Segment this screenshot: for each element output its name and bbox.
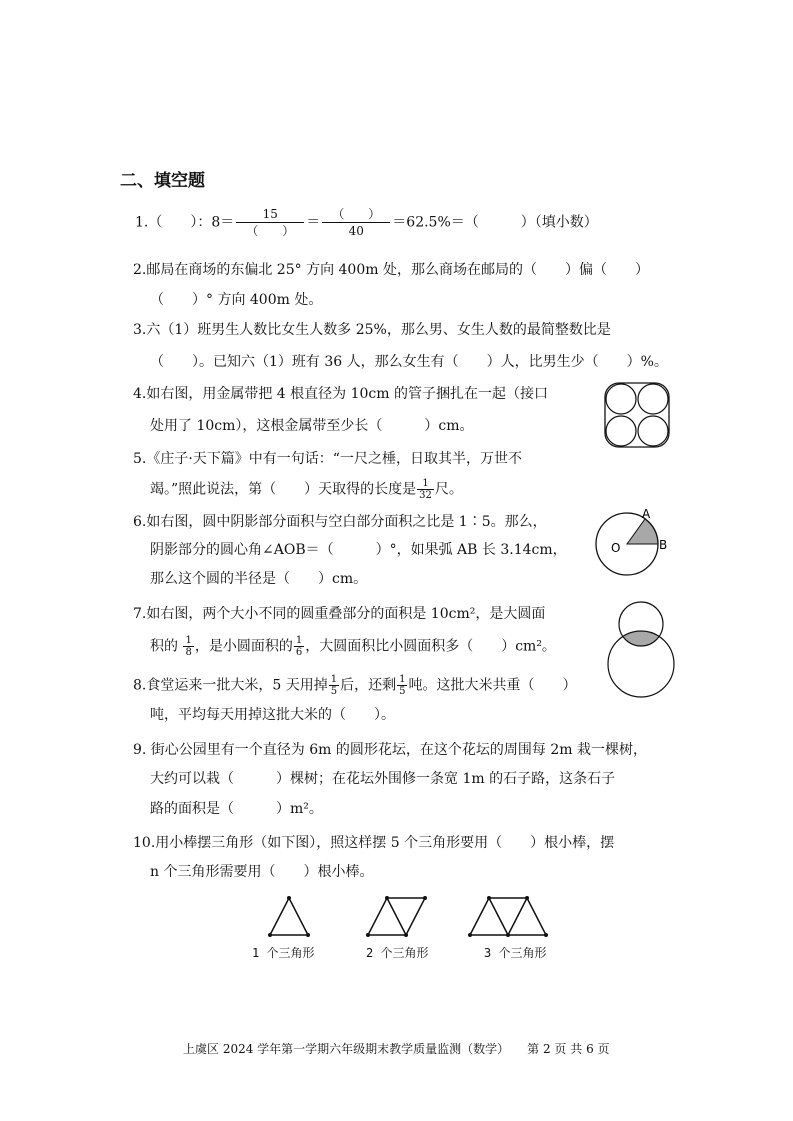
q1-fraction-2: $\frac{( )}{40}$ (322, 206, 390, 239)
overlapping-circles-figure (605, 600, 680, 700)
q3-line1: 3.六（1）班男生人数比女生人数多 25%，那么男、女生人数的最简整数比是 (133, 322, 611, 338)
q9-line2: 大约可以栽（ ）棵树；在花坛外围修一条宽 1m 的石子路，这条石子 (150, 771, 616, 787)
q5-fraction: $\frac{1}{32}$ (419, 478, 432, 501)
triangle-group-2 (368, 898, 425, 935)
q8-fraction-1: $\frac{1}{5}$ (330, 674, 338, 697)
triangle-group-1-joints (268, 896, 310, 937)
q9-line1: 9. 街心公园里有一个直径为 6m 的圆形花坛，在这个花坛的周围每 2m 栽一棵树， (133, 742, 647, 758)
q1-fraction-1: $\frac{15}{( )}$ (236, 206, 304, 239)
q7-line1: 7.如右图，两个大小不同的圆重叠部分的面积是 10cm²，是大圆面 (133, 606, 546, 622)
q3-line2: （ ）。已知六（1）班有 36 人，那么女生有（ ）人，比男生少（ ）%。 (150, 354, 668, 370)
shaded-sector (627, 519, 658, 544)
triangle-group-1 (270, 898, 308, 935)
matchstick-triangles-figure (260, 893, 560, 943)
four-pipes-figure (604, 382, 670, 448)
q8-fraction-2: $\frac{1}{5}$ (399, 674, 406, 697)
q6-line3: 那么这个圆的半径是（ ）cm。 (150, 571, 368, 587)
q7-fraction-1: $\frac{1}{8}$ (185, 635, 192, 658)
q4-line2: 处用了 10cm），这根金属带至少长（ ）cm。 (150, 418, 474, 434)
q9-line3: 路的面积是（ ）m²。 (150, 801, 323, 817)
q5-line2: 竭。”照此说法，第（ ）天取得的长度是 $\frac{1}{32}$ 尺。 (150, 478, 463, 501)
q1-suffix: ＝62.5%＝（ ）（填小数） (392, 214, 598, 231)
q10-line1: 10.用小棒摆三角形（如下图），照这样摆 5 个三角形要用（ ）根小棒，摆 (133, 835, 615, 851)
q5-line1: 5.《庄子·天下篇》中有一句话：“一尺之棰，日取其半，万世不 (133, 451, 522, 467)
q7-fraction-2: $\frac{1}{6}$ (295, 635, 303, 658)
label-b: B (659, 538, 668, 552)
sector-circle-figure (595, 508, 675, 578)
q1-prefix: 1.（ ）：8＝ (135, 214, 235, 231)
pipe-circle (606, 384, 636, 414)
page-footer: 上虞区 2024 学年第一学期六年级期末教学质量监测（数学） 第 2 页 共 6 页 (183, 1042, 610, 1056)
label-o: O (611, 541, 621, 555)
pipe-circle (606, 416, 636, 446)
q10-line2: n 个三角形需要用（ ）根小棒。 (150, 864, 374, 880)
metal-band (605, 383, 669, 447)
q8-line1: 8.食堂运来一批大米，5 天用掉 $\frac{1}{5}$ 后，还剩 $\frac{1}{5}$ 吨。这批大米共重（ ） (133, 674, 577, 697)
pipe-circle (638, 384, 668, 414)
q2-line1: 2.邮局在商场的东偏北 25° 方向 400m 处，那么商场在邮局的（ ）偏（ ） (133, 262, 649, 278)
triangle-group-3 (470, 898, 546, 935)
caption-1-triangle: 1 个三角形 (252, 946, 315, 960)
q6-line2: 阴影部分的圆心角∠AOB＝（ ）°，如果弧 AB 长 3.14cm， (150, 542, 567, 558)
q2-line2: （ ）° 方向 400m 处。 (150, 292, 323, 308)
question-1: 1.（ ）：8＝ $\frac{15}{( )}$ ＝ $\frac{( )}{40}$ ＝62.5%＝（ ）（填小数） (135, 207, 598, 238)
q8-line2: 吨，平均每天用掉这批大米的（ ）。 (150, 707, 395, 723)
label-a: A (642, 507, 651, 521)
q4-line1: 4.如右图，用金属带把 4 根直径为 10cm 的管子捆扎在一起（接口 (133, 386, 548, 402)
q7-line2: 积的 $\frac{1}{8}$ ，是小圆面积的 $\frac{1}{6}$ ，大圆面积比小圆面积多（ ）cm²。 (150, 635, 556, 658)
q6-line1: 6.如右图，圆中阴影部分面积与空白部分面积之比是 1∶5。那么， (133, 514, 547, 530)
caption-3-triangles: 3 个三角形 (484, 946, 547, 960)
caption-2-triangles: 2 个三角形 (366, 946, 429, 960)
section-title: 二、填空题 (120, 171, 205, 191)
pipe-circle (638, 416, 668, 446)
